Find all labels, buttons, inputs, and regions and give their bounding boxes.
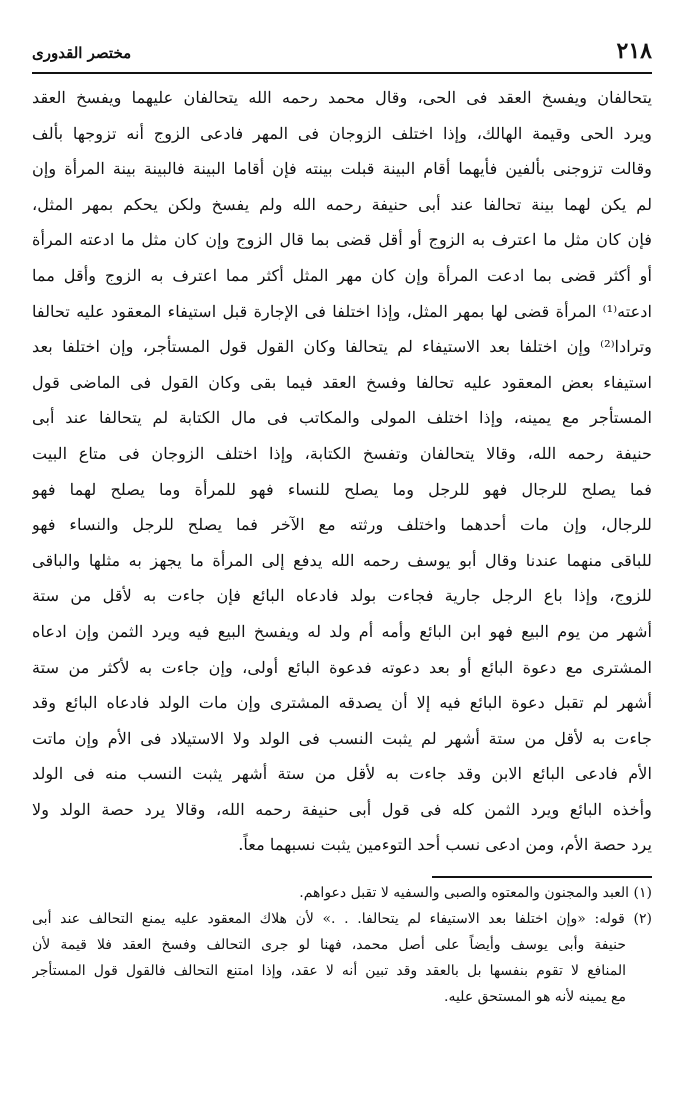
footnotes	[32, 880, 652, 1010]
body-line: وأخذه البائع ويرد الثمن كله فى قول أبى حنيفة رحمه الله، وقالا يرد حصة الولد ولا	[32, 799, 652, 819]
footnote-2: (٢) قوله: «وإن اختلفا بعد الاستيفاء لم يتحالفا. . .» لأن هلاك المعقود عليه يمنع التحالف عند أبى	[32, 911, 652, 927]
body-line: أو أكثر قضى بما ادعت المرأة وإن كان مهر المثل أكثر مما اعترف به الزوج وأقل مما	[32, 265, 652, 285]
footnote-1: (١) العبد والمجنون والمعتوه والصبى والسفيه لا تقبل دعواهم.	[299, 885, 652, 901]
body-line: الأم فادعى البائع الابن وقد جاءت به لأقل من ستة أشهر يثبت النسب منه فى الولد	[32, 764, 652, 784]
body-line: وترادا⁽²⁾ وإن اختلفا بعد الاستيفاء لم يتحالفا وكان القول قول المستأجر، وإن اختلفا بعد	[32, 337, 652, 357]
body-line: ادعته⁽¹⁾ المرأة قضى لها بمهر المثل، وإذا اختلفا فى الإجارة قبل استيفاء المعقود عليه تحالفا	[32, 301, 652, 321]
body-line: فإن كان مثل ما اعترف به الزوج أو أقل قضى بما قال الزوج وإن كان مثل ما ادعته المرأة	[32, 230, 652, 250]
body-line: حنيفة رحمه الله، وقالا يتحالفان وتفسخ الكتابة، وإذا اختلف الزوجان فى متاع البيت	[32, 443, 652, 463]
body-line: وقالت تزوجنى بألفين فأيهما أقام البينة قبلت بينته فإن أقاما البينة فالبينة بينة المرأة وإن	[32, 159, 652, 179]
footnote-divider	[432, 876, 652, 878]
body-line: أشهر لم تقبل دعوة البائع فيه إلا أن يصدقه المشترى وإن مات الولد فادعاه البائع وقد	[32, 693, 652, 713]
body-line: استيفاء بعض المعقود عليه تحالفا وفسخ العقد فيما بقى وكان القول فى الماضى قول	[32, 372, 652, 392]
page-header	[32, 36, 652, 74]
body-line: للباقى منهما عندنا وقال أبو يوسف رحمه الله يدفع إلى المرأة ما يجهز به مثلها والباقى	[32, 550, 652, 570]
body-line: جاءت به لأقل من ستة أشهر لم يثبت النسب فى الولد ولا الاستيلاد فى الأم وإن ماتت	[32, 728, 652, 748]
body-line: لم يكن لهما بينة تحالفا عند أبى حنيفة رحمه الله ولم يفسخ ولكن يحكم بمهر المثل،	[32, 194, 652, 214]
footnote-2-line: المنافع لا تقوم بنفسها بل بالعقد وقد تبين أنه لا عقد، وإذا امتنع التحالف فالقول قول المستأجر	[32, 963, 626, 979]
running-title: مختصر القدورى	[32, 44, 132, 62]
body-line: يتحالفان ويفسخ العقد فى الحى، وقال محمد رحمه الله يتحالفان عليهما ويفسخ العقد	[32, 88, 652, 107]
body-line: فما يصلح للرجال فهو للرجل وما يصلح للنساء فهو للمرأة وما يصلح لهما فهو	[32, 479, 652, 499]
page-number: ٢١٨	[616, 38, 652, 64]
body-line: المستأجر مع يمينه، وإذا اختلف المولى والمكاتب فى مال الكتابة لم يتحالفا عند أبى	[32, 408, 652, 428]
footnote-2-line: حنيفة وأبى يوسف وأيضاً على أصل محمد، فهنا لو جرى التحالف وفسخ العقد فلا قيمة لأن	[32, 937, 626, 953]
body-text	[32, 80, 652, 863]
body-line: للزوج، وإذا باع الرجل جارية فجاءت بولد فادعاه البائع فإن جاءت به لأقل من ستة	[32, 586, 652, 606]
body-line: أشهر من يوم البيع فهو ابن البائع وأمه أم ولد له ويفسخ البيع فيه ويرد الثمن وإن ادعاه	[32, 621, 652, 641]
body-line: ويرد الحى وقيمة الهالك، وإذا اختلف الزوجان فى المهر فادعى الزوج أنه تزوجها بألف	[32, 123, 652, 143]
footnote-2-line: مع يمينه لأنه هو المستحق عليه.	[444, 989, 626, 1005]
body-line: يرد حصة الأم، ومن ادعى نسب أحد التوءمين يثبت نسبهما معاً.	[238, 835, 652, 855]
body-line: للرجال، وإن مات أحدهما واختلف ورثته مع الآخر فما يصلح للرجل والنساء فهو	[32, 515, 652, 535]
body-line: المشترى مع دعوة البائع أو بعد دعوته فدعوة البائع أولى، وإن جاءت به لأكثر من ستة	[32, 657, 652, 677]
